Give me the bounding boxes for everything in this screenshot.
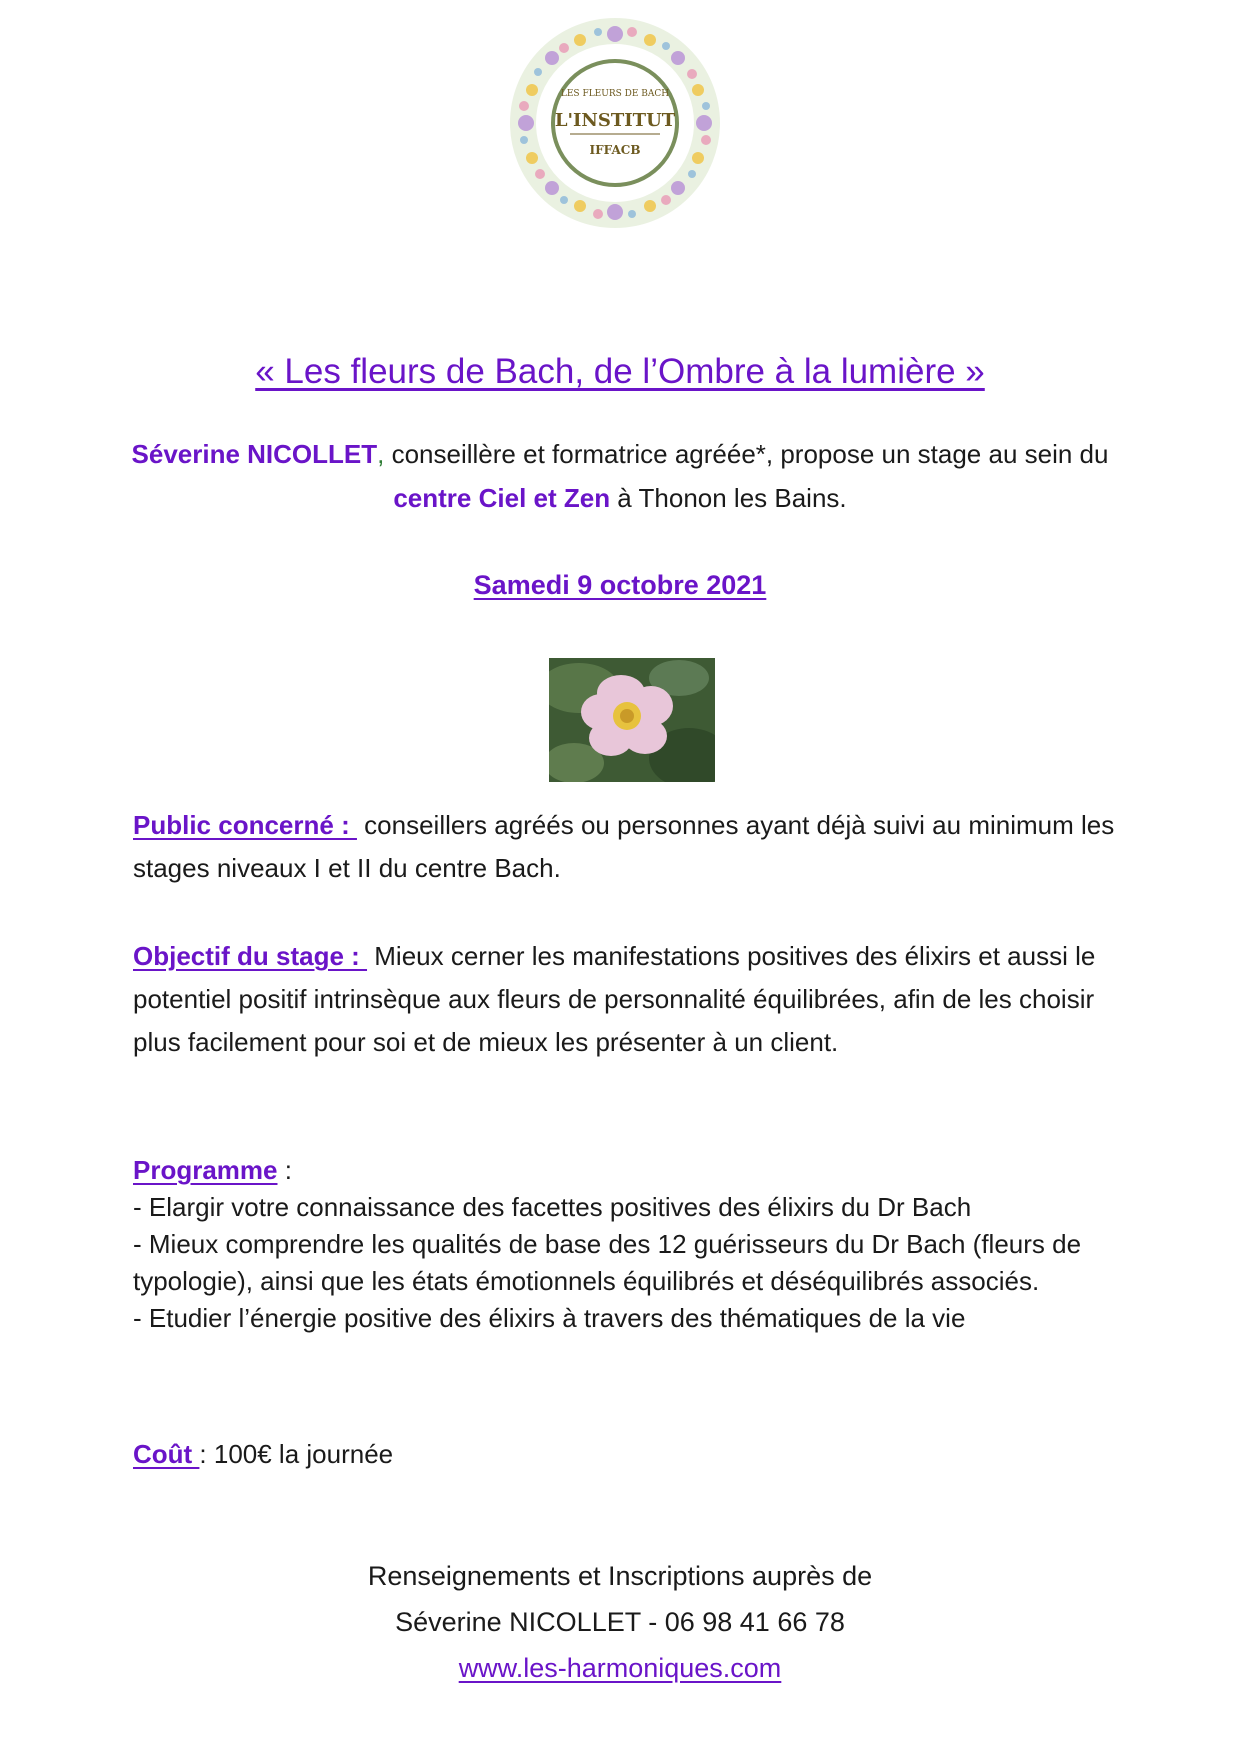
page-title: « Les fleurs de Bach, de l’Ombre à la lumière » xyxy=(255,352,985,391)
objectif-text: Mieux cerner les manifestations positives des élixirs et aussi le potentiel positif intrinsèque aux fleurs de personnalité équilibrées, afin de les choisir plus facilement pour soi et de mieux les présenter à un client. xyxy=(133,941,1096,1057)
intro-text-1: conseillère et formatrice agréée*, propose un stage au sein du xyxy=(384,439,1109,469)
trainer-name: Séverine NICOLLET xyxy=(131,439,378,469)
intro-comma: , xyxy=(377,439,385,469)
event-date: Samedi 9 octobre 2021 xyxy=(473,570,767,600)
website-link[interactable]: www.les-harmoniques.com xyxy=(458,1653,782,1683)
public-section xyxy=(133,804,1123,890)
intro-paragraph xyxy=(130,432,1110,520)
cout-label: Coût xyxy=(133,1439,200,1469)
programme-item: - Elargir votre connaissance des facettes positives des élixirs du Dr Bach xyxy=(133,1192,972,1222)
programme-item: - Etudier l’énergie positive des élixirs à travers des thématiques de la vie xyxy=(133,1303,966,1333)
objectif-section xyxy=(133,935,1123,1064)
programme-label: Programme xyxy=(133,1155,278,1185)
programme-heading xyxy=(133,1152,1123,1189)
programme-suffix: : xyxy=(277,1155,292,1185)
cout-section xyxy=(133,1433,1123,1476)
intro-text-2: à Thonon les Bains. xyxy=(610,483,847,513)
rose-flower-photo xyxy=(549,658,715,782)
center-name: centre Ciel et Zen xyxy=(393,483,611,513)
programme-item: - Mieux comprendre les qualités de base des 12 guérisseurs du Dr Bach (fleurs de typologie), ainsi que les états émotionnels équilibrés et déséquilibrés associés. xyxy=(133,1229,1082,1296)
public-label: Public concerné : xyxy=(133,810,357,840)
contact-footer xyxy=(0,1553,1240,1691)
public-text: conseillers agréés ou personnes ayant déjà suivi au minimum les stages niveaux I et II du centre Bach. xyxy=(133,810,1115,883)
logo-top-text: LES FLEURS DE BACH xyxy=(560,89,670,99)
objectif-label: Objectif du stage : xyxy=(133,941,368,971)
logo-bottom-text: IFFACB xyxy=(589,143,641,157)
logo-main-text: L'INSTITUT xyxy=(554,110,676,131)
cout-text: : 100€ la journée xyxy=(199,1439,394,1469)
institut-logo xyxy=(510,18,720,228)
footer-line-2: Séverine NICOLLET - 06 98 41 66 78 xyxy=(395,1607,845,1637)
programme-section xyxy=(133,1152,1123,1337)
footer-line-1: Renseignements et Inscriptions auprès de xyxy=(367,1561,873,1591)
